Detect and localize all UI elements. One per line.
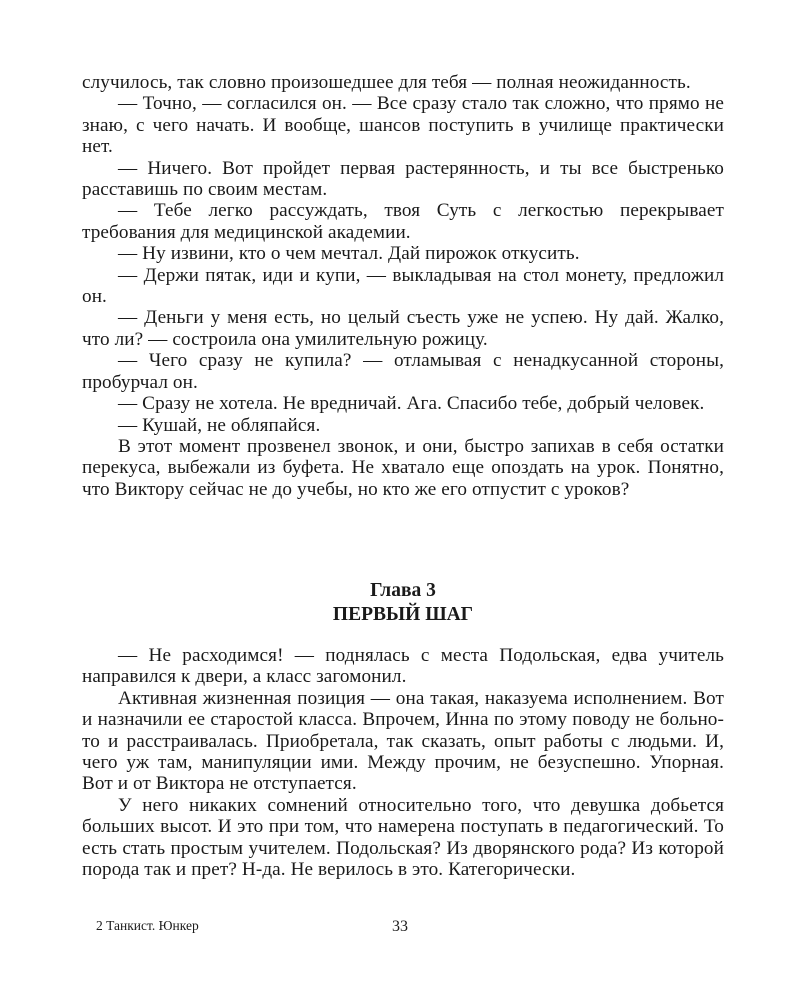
paragraph: случилось, так словно произошедшее для тебя — полная неожиданность. — [82, 72, 691, 93]
paragraph: — Тебе легко рассуждать, твоя Суть с легкостью перекрывает требования для медицинской академии. — [82, 200, 724, 243]
chapter-title: ПЕРВЫЙ ШАГ — [332, 604, 474, 625]
paragraph: — Чего сразу не купила? — отламывая с ненадкусанной стороны, пробурчал он. — [82, 350, 724, 393]
page-number: 33 — [392, 918, 408, 935]
paragraph: Активная жизненная позиция — она такая, наказуема исполнением. Вот и назначили ее старостой класса. Впрочем, Инна по этому поводу не больно-то и расстраивалась. Приобретала, так сказать, опыт работы с людьми. И, чего уж там, манипуляции ими. Между прочим, не безуспешно. Упорная. Вот и от Виктора не отступается. — [82, 687, 724, 795]
paragraph: — Точно, — согласился он. — Все сразу стало так сложно, что прямо не знаю, с чего начать. И вообще, шансов поступить в училище практически нет. — [82, 93, 724, 158]
paragraph: — Кушай, не обляпайся. — [118, 414, 321, 436]
chapter-number: Глава 3 — [370, 580, 436, 601]
paragraph: В этот момент прозвенел звонок, и они, быстро запихав в себя остатки перекуса, выбежали из буфета. Не хватало еще опоздать на урок. Понятно, что Виктору сейчас не до учебы, но кто же его отпустит с уроков? — [82, 435, 724, 500]
paragraph: — Держи пятак, иди и купи, — выкладывая на стол монету, предложил он. — [82, 264, 724, 308]
footer-signature: 2 Танкист. Юнкер — [96, 918, 199, 933]
paragraph: — Не расходимся! — поднялась с места Подольская, едва учитель направился к двери, а класс загомонил. — [82, 645, 724, 688]
text-block-bottom — [82, 645, 724, 880]
paragraph: — Ну извини, кто о чем мечтал. Дай пирожок откусить. — [118, 243, 580, 265]
paragraph: — Деньги у меня есть, но целый съесть уже не успею. Ну дай. Жалко, что ли? — состроила она умилительную рожицу. — [82, 307, 724, 350]
paragraph: — Сразу не хотела. Не вредничай. Ага. Спасибо тебе, добрый человек. — [118, 393, 705, 415]
paragraph: — Ничего. Вот пройдет первая растерянность, и ты все быстренько расставишь по своим местам. — [82, 157, 724, 201]
paragraph: У него никаких сомнений относительно того, что девушка добьется больших высот. И это при том, что намерена поступать в педагогический. То есть стать простым учителем. Подольская? Из дворянского рода? Из которой порода так и прет? Н-да. Не верилось в это. Категорически. — [82, 794, 724, 881]
text-block-top — [82, 72, 724, 500]
